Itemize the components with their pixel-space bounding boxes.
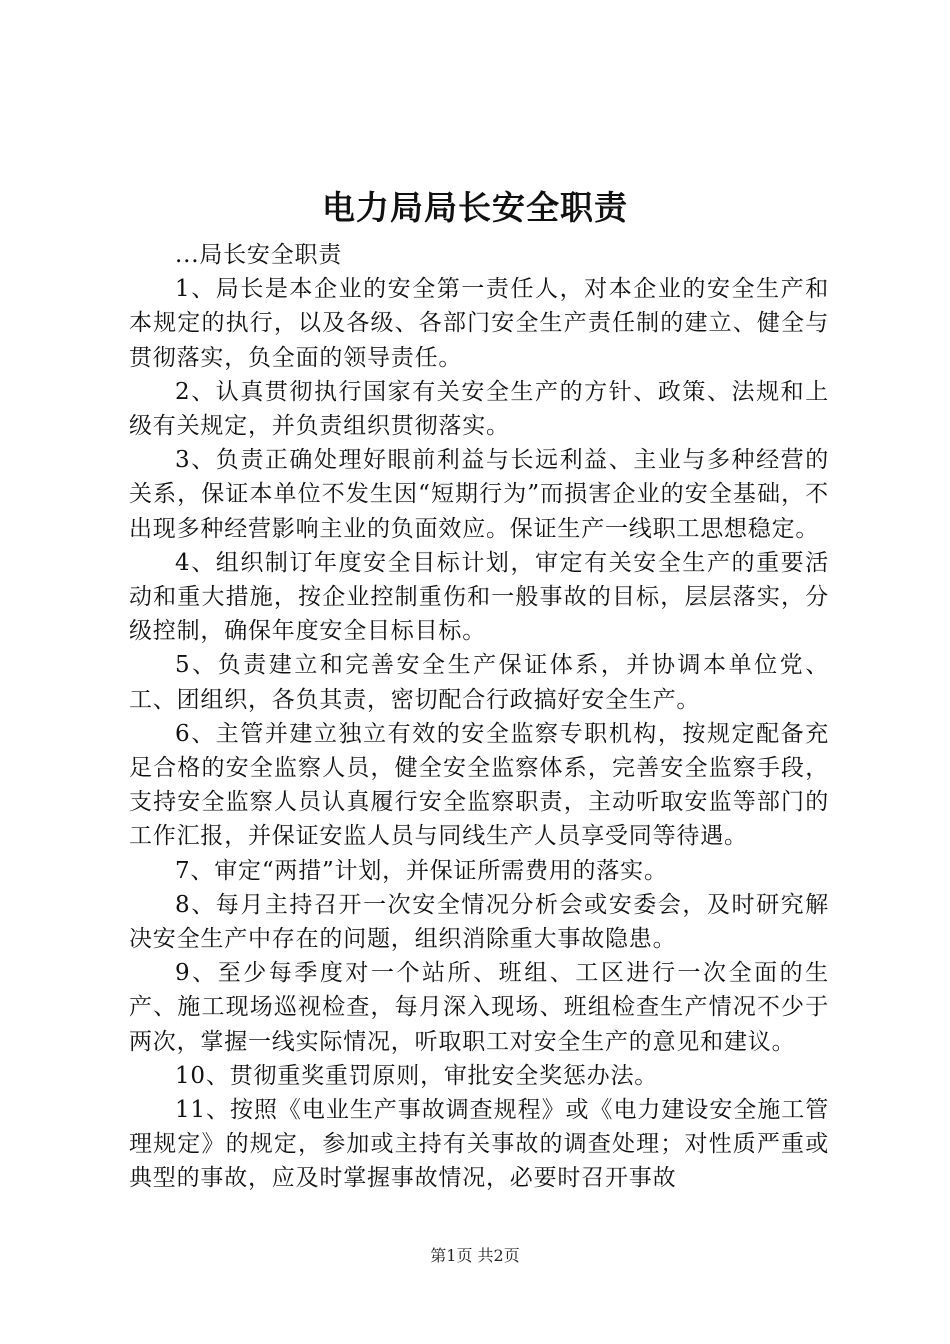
paragraph-10: 10、贯彻重奖重罚原则，审批安全奖惩办法。 [175, 1062, 659, 1089]
paragraph-3: 3、负责正确处理好眼前利益与长远利益、主业与多种经营的关系，保证本单位不发生因“短期行为”而损害企业的安全基础，不出现多种经营影响主业的负面效应。保证生产一线职工思想稳定。 [129, 447, 829, 542]
document-body [129, 238, 829, 1196]
paragraph-7: 7、审定“两措”计划，并保证所需费用的落实。 [175, 857, 668, 884]
document-subtitle: ...局长安全职责 [175, 242, 343, 268]
paragraph-1: 1、局长是本企业的安全第一责任人，对本企业的安全生产和本规定的执行，以及各级、各部门安全生产责任制的建立、健全与贯彻落实，负全面的领导责任。 [129, 276, 829, 371]
paragraph-9: 9、至少每季度对一个站所、班组、工区进行一次全面的生产、施工现场巡视检查，每月深入现场、班组检查生产情况不少于两次，掌握一线实际情况，听取职工对安全生产的意见和建议。 [129, 960, 829, 1055]
paragraph-8: 8、每月主持召开一次安全情况分析会或安委会，及时研究解决安全生产中存在的问题，组织消除重大事故隐患。 [129, 891, 829, 953]
document-title: 电力局局长安全职责 [322, 188, 628, 227]
paragraph-2: 2、认真贯彻执行国家有关安全生产的方针、政策、法规和上级有关规定，并负责组织贯彻落实。 [129, 378, 829, 440]
paragraph-11: 11、按照《电业生产事故调查规程》或《电力建设安全施工管理规定》的规定，参加或主持有关事故的调查处理；对性质严重或典型的事故，应及时掌握事故情况，必要时召开事故 [129, 1097, 829, 1192]
paragraph-4: 4、组织制订年度安全目标计划，审定有关安全生产的重要活动和重大措施，按企业控制重伤和一般事故的目标，层层落实，分级控制，确保年度安全目标目标。 [129, 549, 829, 645]
page-footer: 第1页 共2页 [430, 1246, 520, 1265]
paragraph-5: 5、负责建立和完善安全生产保证体系，并协调本单位党、工、团组织，各负其责，密切配合行政搞好安全生产。 [129, 652, 829, 713]
paragraph-6: 6、主管并建立独立有效的安全监察专职机构，按规定配备充足合格的安全监察人员，健全安全监察体系，完善安全监察手段，支持安全监察人员认真履行安全监察职责，主动听取安监等部门的工作汇报，并保证安监人员与同线生产人员享受同等待遇。 [129, 720, 829, 850]
